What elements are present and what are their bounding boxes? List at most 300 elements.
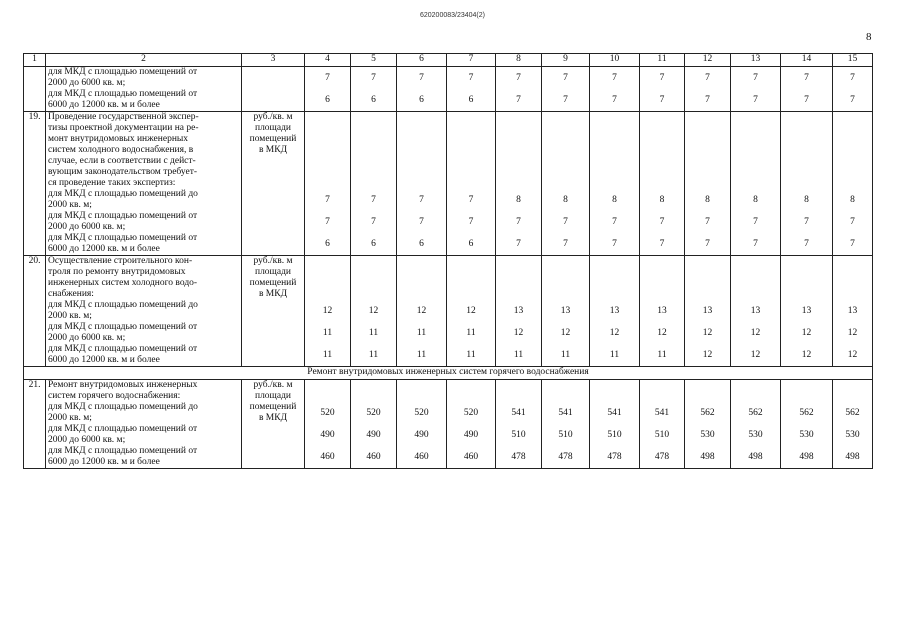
text-line: 2000 до 6000 кв. м;: [48, 222, 126, 232]
value-cell: [542, 256, 590, 367]
value: 562: [700, 407, 715, 418]
value: 12: [847, 349, 858, 360]
value: 478: [654, 451, 670, 462]
value: 7: [563, 238, 568, 249]
value: 460: [414, 451, 429, 462]
value: 8: [804, 194, 809, 205]
value: 7: [659, 216, 665, 227]
value: 498: [845, 451, 860, 462]
value: 11: [368, 327, 379, 338]
text-line: помещений: [249, 402, 297, 412]
text-line: помещений: [249, 278, 297, 288]
value: 7: [419, 216, 424, 227]
value: 7: [516, 72, 521, 83]
page-number: 8: [866, 31, 872, 43]
value: 490: [320, 429, 335, 440]
value-cell: [496, 380, 542, 469]
value: 11: [560, 349, 571, 360]
spacer: [498, 112, 539, 189]
spacer: [307, 112, 348, 189]
value: 541: [558, 407, 573, 418]
text-line: 2000 до 6000 кв. м;: [48, 333, 126, 343]
value: 13: [560, 305, 571, 316]
spacer: [642, 380, 682, 402]
text-line: для МКД с площадью помещений от: [48, 424, 198, 434]
value-cell: [731, 112, 781, 256]
value: 478: [607, 451, 622, 462]
text-line: для МКД с площадью помещений до: [48, 402, 198, 412]
value-cell: [305, 67, 351, 112]
value: 8: [563, 194, 568, 205]
value-cell: [351, 112, 397, 256]
value: 541: [511, 407, 526, 418]
value: 478: [558, 451, 573, 462]
text-line: Ремонт внутридомовых инженерных: [48, 380, 198, 390]
value: 478: [511, 451, 526, 462]
text-line: руб./кв. м: [253, 256, 293, 266]
text-line: для МКД с площадью помещений от: [48, 446, 198, 456]
value: 562: [799, 407, 814, 418]
value: 11: [609, 349, 620, 360]
value: 12: [466, 305, 476, 316]
value: 7: [325, 194, 330, 205]
value: 11: [416, 349, 427, 360]
value: 12: [609, 327, 620, 338]
value-cell: [397, 256, 447, 367]
text-line: 6000 до 12000 кв. м и более: [48, 355, 160, 365]
value: 7: [612, 72, 617, 83]
value: 510: [654, 429, 670, 440]
value-cell: [305, 256, 351, 367]
value: 12: [513, 327, 524, 338]
text-line: площади: [254, 267, 292, 277]
text-line: Проведение государственной экспер-: [48, 112, 199, 122]
text-line: для МКД с площадью помещений от: [48, 322, 198, 332]
spacer: [307, 256, 348, 300]
value: 7: [705, 94, 710, 105]
table-row: [24, 67, 873, 112]
spacer: [733, 380, 778, 402]
value: 13: [609, 305, 620, 316]
spacer: [399, 112, 444, 189]
value: 520: [366, 407, 381, 418]
document-id: 620200083/23404(2): [419, 12, 485, 19]
text-line: Осуществление строительного кон-: [48, 256, 193, 266]
value-cell: [351, 380, 397, 469]
value-cell: [447, 67, 496, 112]
value: 7: [753, 216, 758, 227]
value: 12: [702, 349, 713, 360]
spacer: [449, 256, 493, 300]
text-line: в МКД: [258, 413, 288, 423]
value: 8: [659, 194, 665, 205]
value: 6: [371, 94, 376, 105]
value: 7: [419, 194, 424, 205]
value: 498: [748, 451, 763, 462]
spacer: [687, 256, 728, 300]
value-cell: [640, 256, 685, 367]
value-cell: [640, 112, 685, 256]
text-line: троля по ремонту внутридомовых: [48, 267, 186, 277]
value: 7: [563, 72, 568, 83]
value: 6: [468, 94, 474, 105]
value: 8: [612, 194, 617, 205]
column-header-4: 4: [305, 54, 351, 67]
text-line: ся проведение таких экспертиз:: [48, 178, 176, 188]
spacer: [783, 256, 830, 300]
text-line: 2000 кв. м;: [48, 413, 92, 423]
value: 8: [516, 194, 521, 205]
value: 6: [325, 238, 330, 249]
value: 13: [801, 305, 812, 316]
spacer: [353, 380, 394, 402]
text-line: для МКД с площадью помещений от: [48, 211, 198, 221]
spacer: [592, 112, 637, 189]
value: 12: [368, 305, 379, 316]
tariff-table: [23, 53, 873, 469]
value-cell: [447, 112, 496, 256]
value: 7: [612, 94, 617, 105]
value: 13: [750, 305, 761, 316]
value: 6: [325, 94, 330, 105]
column-header-10: 10: [590, 54, 640, 67]
spacer: [642, 256, 682, 300]
value: 13: [513, 305, 524, 316]
value: 12: [657, 327, 667, 338]
column-header-6: 6: [397, 54, 447, 67]
value: 7: [850, 216, 855, 227]
text-line: 2000 кв. м;: [48, 200, 92, 210]
column-header-8: 8: [496, 54, 542, 67]
value: 7: [516, 238, 521, 249]
value-cell: [685, 112, 731, 256]
text-line: для МКД с площадью помещений до: [48, 189, 198, 199]
value: 7: [419, 72, 424, 83]
value-cell: [351, 67, 397, 112]
value: 7: [804, 94, 809, 105]
spacer: [835, 112, 870, 189]
value-cell: [542, 112, 590, 256]
unit-cell: [242, 112, 305, 256]
text-line: для МКД с площадью помещений от: [48, 89, 198, 99]
value: 7: [371, 72, 376, 83]
value: 13: [847, 305, 858, 316]
value: 7: [804, 216, 809, 227]
value: 11: [466, 327, 476, 338]
value: 7: [516, 94, 521, 105]
value: 12: [322, 305, 333, 316]
value: 12: [750, 327, 761, 338]
value-cell: [640, 67, 685, 112]
text-line: снабжения:: [48, 289, 94, 299]
spacer: [544, 380, 587, 402]
value: 530: [700, 429, 715, 440]
value: 11: [322, 349, 333, 360]
spacer: [353, 256, 394, 300]
value: 7: [804, 238, 809, 249]
value-cell: [351, 256, 397, 367]
value: 510: [558, 429, 573, 440]
text-line: в МКД: [258, 145, 288, 155]
value-cell: [731, 256, 781, 367]
value-cell: [590, 112, 640, 256]
text-line: монт внутридомовых инженерных: [48, 134, 189, 144]
text-line: для МКД с площадью помещений от: [48, 233, 198, 243]
value-cell: [781, 112, 833, 256]
value: 7: [468, 194, 474, 205]
text-line: 2000 до 6000 кв. м;: [48, 78, 126, 88]
text-line: руб./кв. м: [253, 380, 293, 390]
value: 7: [371, 194, 376, 205]
text-line: 2000 до 6000 кв. м;: [48, 435, 126, 445]
text-line: площади: [254, 391, 292, 401]
spacer: [498, 380, 539, 402]
value-cell: [305, 380, 351, 469]
value: 6: [419, 238, 424, 249]
value: 11: [416, 327, 427, 338]
value: 498: [799, 451, 814, 462]
value: 8: [753, 194, 758, 205]
column-header-1: 1: [24, 54, 46, 67]
value: 520: [463, 407, 479, 418]
text-line: систем горячего водоснабжения:: [48, 391, 181, 401]
value-cell: [640, 380, 685, 469]
value: 460: [463, 451, 479, 462]
value: 12: [750, 349, 761, 360]
value: 7: [753, 72, 758, 83]
value: 6: [371, 238, 376, 249]
text-line: инженерных систем холодного водо-: [48, 278, 198, 288]
spacer: [733, 256, 778, 300]
value: 8: [850, 194, 855, 205]
value: 7: [753, 94, 758, 105]
value-cell: [685, 380, 731, 469]
spacer: [592, 380, 637, 402]
column-header-3: 3: [242, 54, 305, 67]
section-row: [24, 367, 873, 380]
text-line: для МКД с площадью помещений от: [48, 344, 198, 354]
row-description: [46, 112, 242, 256]
value: 7: [804, 72, 809, 83]
text-line: систем холодного водоснабжения, в: [48, 145, 194, 155]
unit-cell: [242, 256, 305, 367]
spacer: [399, 256, 444, 300]
value: 7: [753, 238, 758, 249]
spacer: [687, 380, 728, 402]
column-header-12: 12: [685, 54, 731, 67]
table-row: [24, 112, 873, 256]
table-row: [24, 256, 873, 367]
spacer: [307, 380, 348, 402]
value: 7: [850, 238, 855, 249]
value: 11: [466, 349, 476, 360]
value-cell: [542, 380, 590, 469]
value: 460: [366, 451, 381, 462]
value-cell: [590, 256, 640, 367]
spacer: [544, 256, 587, 300]
value-cell: [590, 380, 640, 469]
column-header-11: 11: [640, 54, 685, 67]
text-line: 6000 до 12000 кв. м и более: [48, 457, 160, 467]
value: 541: [607, 407, 622, 418]
spacer: [642, 112, 682, 189]
text-line: в МКД: [258, 289, 288, 299]
row-number: [24, 67, 46, 112]
unit-cell: [242, 67, 305, 112]
spacer: [399, 380, 444, 402]
row-number: 21.: [24, 380, 46, 469]
text-line: случае, если в соответствии с дейст-: [48, 156, 196, 166]
value: 7: [516, 216, 521, 227]
column-header-7: 7: [447, 54, 496, 67]
value-cell: [496, 112, 542, 256]
text-line: тизы проектной документации на ре-: [48, 123, 199, 133]
value: 7: [705, 238, 710, 249]
spacer: [783, 112, 830, 189]
value: 7: [325, 216, 330, 227]
value: 11: [513, 349, 524, 360]
spacer: [687, 112, 728, 189]
value: 510: [511, 429, 526, 440]
row-description: [46, 67, 242, 112]
text-line: 2000 кв. м;: [48, 311, 92, 321]
value: 11: [368, 349, 379, 360]
value: 13: [657, 305, 667, 316]
value: 562: [845, 407, 860, 418]
value-cell: [305, 112, 351, 256]
spacer: [835, 380, 870, 402]
table-row: [24, 380, 873, 469]
value-cell: [833, 67, 873, 112]
value-cell: [781, 256, 833, 367]
spacer: [449, 112, 493, 189]
row-number: 20.: [24, 256, 46, 367]
value-cell: [685, 67, 731, 112]
value-cell: [833, 112, 873, 256]
value: 460: [320, 451, 335, 462]
value: 7: [612, 216, 617, 227]
value: 490: [463, 429, 479, 440]
value: 12: [416, 305, 427, 316]
value-cell: [781, 67, 833, 112]
value: 12: [847, 327, 858, 338]
spacer: [592, 256, 637, 300]
text-line: 6000 до 12000 кв. м и более: [48, 100, 160, 110]
value: 11: [322, 327, 333, 338]
value: 11: [657, 349, 667, 360]
text-line: вующим законодательством требует-: [48, 167, 198, 177]
column-header-2: 2: [46, 54, 242, 67]
spacer: [353, 112, 394, 189]
column-header-14: 14: [781, 54, 833, 67]
value: 13: [702, 305, 713, 316]
value-cell: [496, 256, 542, 367]
value: 7: [468, 72, 474, 83]
text-line: 6000 до 12000 кв. м и более: [48, 244, 160, 254]
spacer: [544, 112, 587, 189]
value: 530: [748, 429, 763, 440]
column-header-13: 13: [731, 54, 781, 67]
value: 541: [654, 407, 670, 418]
value-cell: [781, 380, 833, 469]
value: 7: [659, 94, 665, 105]
column-header-5: 5: [351, 54, 397, 67]
value: 12: [702, 327, 713, 338]
value: 7: [563, 94, 568, 105]
spacer: [498, 256, 539, 300]
value: 12: [801, 349, 812, 360]
value-cell: [731, 380, 781, 469]
value-cell: [685, 256, 731, 367]
value: 7: [850, 94, 855, 105]
section-title: Ремонт внутридомовых инженерных систем горячего водоснабжения: [24, 367, 873, 380]
value: 7: [325, 72, 330, 83]
value: 520: [320, 407, 335, 418]
value-cell: [397, 67, 447, 112]
row-number: 19.: [24, 112, 46, 256]
spacer: [733, 112, 778, 189]
value-cell: [496, 67, 542, 112]
spacer: [835, 256, 870, 300]
value: 12: [560, 327, 571, 338]
value-cell: [833, 380, 873, 469]
value: 7: [612, 238, 617, 249]
value: 498: [700, 451, 715, 462]
row-description: [46, 380, 242, 469]
text-line: для МКД с площадью помещений до: [48, 300, 198, 310]
value: 490: [414, 429, 429, 440]
text-line: площади: [254, 123, 292, 133]
text-line: для МКД с площадью помещений от: [48, 67, 198, 77]
spacer: [449, 380, 493, 402]
value: 7: [659, 238, 665, 249]
value: 7: [371, 216, 376, 227]
value-cell: [447, 256, 496, 367]
column-header-9: 9: [542, 54, 590, 67]
value-cell: [833, 256, 873, 367]
value-cell: [731, 67, 781, 112]
value: 7: [705, 72, 710, 83]
unit-cell: [242, 380, 305, 469]
text-line: помещений: [249, 134, 297, 144]
value: 7: [659, 72, 665, 83]
text-line: руб./кв. м: [253, 112, 293, 122]
value: 12: [801, 327, 812, 338]
value: 7: [705, 216, 710, 227]
column-header-15: 15: [833, 54, 873, 67]
value-cell: [447, 380, 496, 469]
value: 7: [850, 72, 855, 83]
value: 490: [366, 429, 381, 440]
value-cell: [397, 380, 447, 469]
value: 530: [799, 429, 814, 440]
value-cell: [590, 67, 640, 112]
value: 510: [607, 429, 622, 440]
value: 8: [705, 194, 710, 205]
value-cell: [542, 67, 590, 112]
value: 530: [845, 429, 860, 440]
value: 7: [563, 216, 568, 227]
value: 520: [414, 407, 429, 418]
header-row: [24, 54, 873, 67]
value: 7: [468, 216, 474, 227]
value: 562: [748, 407, 763, 418]
value: 6: [419, 94, 424, 105]
row-description: [46, 256, 242, 367]
spacer: [783, 380, 830, 402]
value: 6: [468, 238, 474, 249]
value-cell: [397, 112, 447, 256]
